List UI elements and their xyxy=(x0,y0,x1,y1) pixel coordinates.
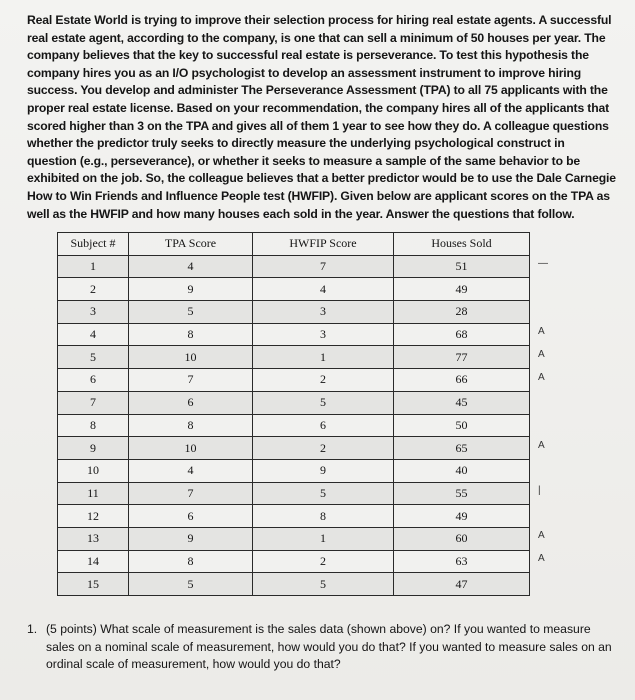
cell-hwfip-score: 5 xyxy=(253,482,394,505)
cell-tpa-score: 9 xyxy=(129,278,253,301)
cell-hwfip-score: 7 xyxy=(253,255,394,278)
cell-tpa-score: 5 xyxy=(129,573,253,596)
cell-houses-sold: 66 xyxy=(394,369,530,392)
cell-hwfip-score: 1 xyxy=(253,346,394,369)
cell-tpa-score: 5 xyxy=(129,301,253,324)
cell-houses-sold: 49 xyxy=(394,505,530,528)
cell-subject: 14 xyxy=(58,550,129,573)
cell-tpa-score: 4 xyxy=(129,255,253,278)
table-row xyxy=(58,437,530,460)
cell-houses-sold: 65 xyxy=(394,437,530,460)
table-row xyxy=(58,278,530,301)
header-tpa-score: TPA Score xyxy=(129,233,253,256)
cell-houses-sold: 55 xyxy=(394,482,530,505)
cell-hwfip-score: 1 xyxy=(253,527,394,550)
question-1 xyxy=(27,621,617,674)
table-row xyxy=(58,573,530,596)
header-hwfip-score: HWFIP Score xyxy=(253,233,394,256)
handwritten-mark: A xyxy=(538,530,545,542)
cell-tpa-score: 8 xyxy=(129,414,253,437)
cell-houses-sold: 49 xyxy=(394,278,530,301)
table-row xyxy=(58,482,530,505)
cell-tpa-score: 7 xyxy=(129,482,253,505)
cell-hwfip-score: 9 xyxy=(253,459,394,482)
cell-tpa-score: 7 xyxy=(129,369,253,392)
cell-hwfip-score: 2 xyxy=(253,369,394,392)
cell-hwfip-score: 2 xyxy=(253,437,394,460)
cell-houses-sold: 50 xyxy=(394,414,530,437)
handwritten-mark: A xyxy=(538,326,545,338)
cell-houses-sold: 60 xyxy=(394,527,530,550)
handwritten-mark: A xyxy=(538,371,545,383)
table-row xyxy=(58,301,530,324)
question-text: (5 points) What scale of measurement is the sales data (shown above) on? If you wanted to measure sales on a nominal scale of measurement, how would you do that? If you wanted to measure sales on an ordinal scale of measurement, how would you do that? xyxy=(46,622,612,671)
cell-houses-sold: 45 xyxy=(394,391,530,414)
intro-paragraph: Real Estate World is trying to improve their selection process for hiring real estate agents. A successful real estate agent, according to the company, is one that can sell a minimum of 50 houses per year. The company believes that the key to successful real estate is perseverance. To test this hypothesis the company hires you as an I/O psychologist to develop an assessment instrument to improve hiring success. You develop and administer The Perseverance Assessment (TPA) to all 75 applicants with the proper real estate license. Based on your recommendation, the company hires all of the applicants that scored higher than 3 on the TPA and gives all of them 1 year to see how they do. A colleague questions whether the predictor truly seeks to directly measure the underlying psychological construct in question (e.g., perseverance), or whether it seeks to measure a sample of the same behavior to be exhibited on the job. So, the colleague believes that a better predictor would be to use the Dale Carnegie How to Win Friends and Influence People test (HWFIP). Given below are applicant scores on the TPA as well as the HWFIP and how many houses each sold in the year. Answer the questions that follow. xyxy=(27,13,616,221)
cell-tpa-score: 10 xyxy=(129,437,253,460)
table-row xyxy=(58,527,530,550)
table-row xyxy=(58,459,530,482)
cell-subject: 9 xyxy=(58,437,129,460)
cell-hwfip-score: 5 xyxy=(253,391,394,414)
handwritten-mark: | xyxy=(538,485,541,496)
table-row xyxy=(58,550,530,573)
cell-hwfip-score: 4 xyxy=(253,278,394,301)
cell-tpa-score: 8 xyxy=(129,323,253,346)
cell-houses-sold: 40 xyxy=(394,459,530,482)
cell-subject: 2 xyxy=(58,278,129,301)
table-row xyxy=(58,505,530,528)
cell-houses-sold: 51 xyxy=(394,255,530,278)
cell-tpa-score: 8 xyxy=(129,550,253,573)
applicant-scores-table xyxy=(57,232,530,596)
cell-subject: 12 xyxy=(58,505,129,528)
cell-tpa-score: 6 xyxy=(129,391,253,414)
cell-houses-sold: 77 xyxy=(394,346,530,369)
cell-subject: 11 xyxy=(58,482,129,505)
cell-hwfip-score: 2 xyxy=(253,550,394,573)
table-header-row xyxy=(58,233,530,256)
cell-hwfip-score: 8 xyxy=(253,505,394,528)
question-number: 1. xyxy=(27,622,38,636)
cell-subject: 4 xyxy=(58,323,129,346)
cell-hwfip-score: 5 xyxy=(253,573,394,596)
table-row xyxy=(58,369,530,392)
cell-subject: 15 xyxy=(58,573,129,596)
cell-houses-sold: 47 xyxy=(394,573,530,596)
cell-tpa-score: 10 xyxy=(129,346,253,369)
cell-subject: 13 xyxy=(58,527,129,550)
cell-subject: 1 xyxy=(58,255,129,278)
cell-subject: 5 xyxy=(58,346,129,369)
table-body xyxy=(58,255,530,595)
table-row xyxy=(58,414,530,437)
handwritten-mark: A xyxy=(538,553,545,565)
handwritten-mark: A xyxy=(538,348,545,360)
cell-houses-sold: 68 xyxy=(394,323,530,346)
header-subject: Subject # xyxy=(58,233,129,256)
header-houses-sold: Houses Sold xyxy=(394,233,530,256)
handwritten-mark: — xyxy=(538,258,548,269)
cell-hwfip-score: 3 xyxy=(253,323,394,346)
cell-houses-sold: 28 xyxy=(394,301,530,324)
cell-tpa-score: 6 xyxy=(129,505,253,528)
table-row xyxy=(58,346,530,369)
cell-tpa-score: 9 xyxy=(129,527,253,550)
handwritten-mark: A xyxy=(538,439,545,451)
cell-hwfip-score: 6 xyxy=(253,414,394,437)
table-row xyxy=(58,255,530,278)
cell-subject: 10 xyxy=(58,459,129,482)
cell-subject: 7 xyxy=(58,391,129,414)
cell-tpa-score: 4 xyxy=(129,459,253,482)
cell-hwfip-score: 3 xyxy=(253,301,394,324)
cell-subject: 8 xyxy=(58,414,129,437)
cell-subject: 6 xyxy=(58,369,129,392)
cell-subject: 3 xyxy=(58,301,129,324)
cell-houses-sold: 63 xyxy=(394,550,530,573)
table-row xyxy=(58,323,530,346)
table-row xyxy=(58,391,530,414)
